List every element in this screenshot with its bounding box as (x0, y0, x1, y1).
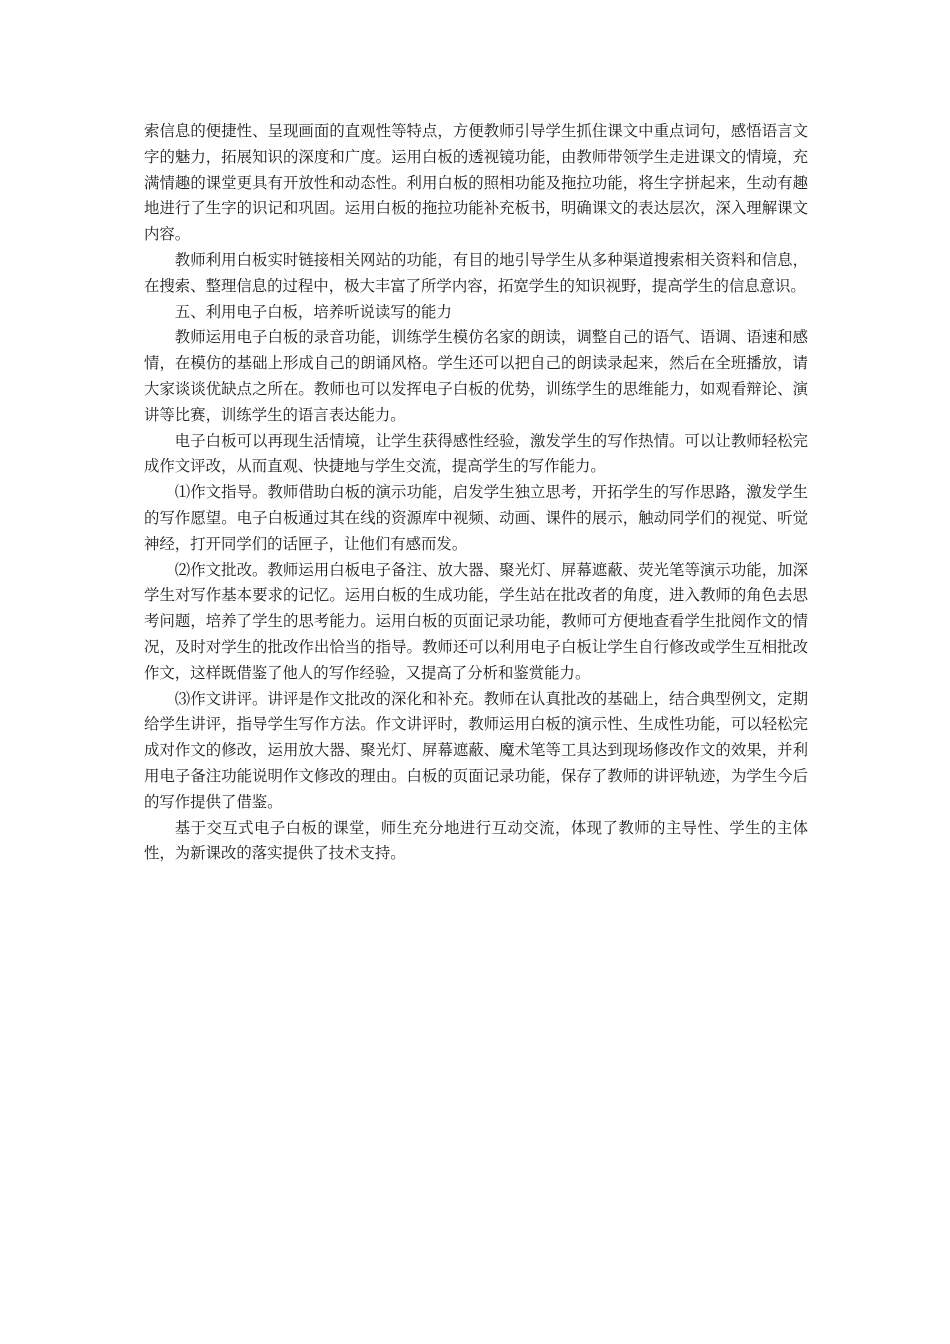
paragraph-3: 教师运用电子白板的录音功能，训练学生模仿名家的朗读，调整自己的语气、语调、语速和感情，在模仿的基础上形成自己的朗诵风格。学生还可以把自己的朗读录起来，然后在全班播放，请大家谈谈优缺点之所在。教师也可以发挥电子白板的优势，训练学生的思维能力，如观看辩论、演讲等比赛，训练学生的语言表达能力。 (144, 328, 808, 424)
paragraph-2: 教师利用白板实时链接相关网站的功能，有目的地引导学生从多种渠道搜索相关资料和信息，在搜索、整理信息的过程中，极大丰富了所学内容，拓宽学生的知识视野，提高学生的信息意识。 (144, 250, 808, 295)
paragraph-writing-guidance: ⑴作文指导。教师借助白板的演示功能，启发学生独立思考，开拓学生的写作思路，激发学生的写作愿望。电子白板通过其在线的资源库中视频、动画、课件的展示，触动同学们的视觉、听觉神经，打开同学们的话匣子，让他们有感而发。 (144, 483, 808, 553)
paragraph-writing-correction: ⑵作文批改。教师运用白板电子备注、放大器、聚光灯、屏幕遮蔽、荧光笔等演示功能，加深学生对写作基本要求的记忆。运用白板的生成功能，学生站在批改者的角度，进入教师的角色去思考问题，培养了学生的思考能力。运用白板的页面记录功能，教师可方便地查看学生批阅作文的情况，及时对学生的批改作出恰当的指导。教师还可以利用电子白板让学生自行修改或学生互相批改作文，这样既借鉴了他人的写作经验，又提高了分析和鉴赏能力。 (144, 560, 808, 682)
section-heading-5: 五、利用电子白板，培养听说读写的能力 (174, 302, 452, 321)
document-body (144, 119, 808, 867)
paragraph-4: 电子白板可以再现生活情境，让学生获得感性经验，激发学生的写作热情。可以让教师轻松完成作文评改，从而直观、快捷地与学生交流，提高学生的写作能力。 (144, 431, 808, 476)
paragraph-writing-review: ⑶作文讲评。讲评是作文批改的深化和补充。教师在认真批改的基础上，结合典型例文，定期给学生讲评，指导学生写作方法。作文讲评时，教师运用白板的演示性、生成性功能，可以轻松完成对作文的修改，运用放大器、聚光灯、屏幕遮蔽、魔术笔等工具达到现场修改作文的效果，并利用电子备注功能说明作文修改的理由。白板的页面记录功能，保存了教师的讲评轨迹，为学生今后的写作提供了借鉴。 (144, 689, 808, 811)
paragraph-1: 索信息的便捷性、呈现画面的直观性等特点，方便教师引导学生抓住课文中重点词句，感悟语言文字的魅力，拓展知识的深度和广度。运用白板的透视镜功能，由教师带领学生走进课文的情境，充满情趣的课堂更具有开放性和动态性。利用白板的照相功能及拖拉功能，将生字拼起来，生动有趣地进行了生字的识记和巩固。运用白板的拖拉功能补充板书，明确课文的表达层次，深入理解课文内容。 (144, 122, 808, 244)
paragraph-conclusion: 基于交互式电子白板的课堂，师生充分地进行互动交流，体现了教师的主导性、学生的主体性，为新课改的落实提供了技术支持。 (144, 818, 808, 863)
